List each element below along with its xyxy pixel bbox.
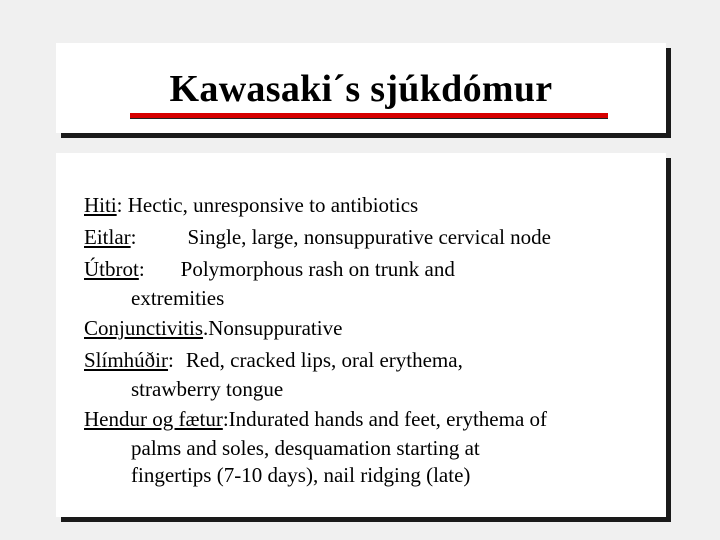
description-continued: extremities (131, 286, 225, 310)
term-conjunctivitis: Conjunctivitis (84, 316, 204, 340)
description: Indurated hands and feet, erythema of (228, 407, 548, 431)
list-item-hiti (84, 189, 654, 221)
term-eitlar: Eitlar (84, 225, 131, 249)
symptom-list (84, 189, 654, 489)
separator: : (222, 407, 229, 431)
separator: . (203, 316, 209, 340)
list-item-utbrot (84, 253, 654, 312)
title-panel (56, 43, 666, 133)
description: Single, large, nonsuppurative cervical node (187, 225, 552, 249)
term-hiti: Hiti (84, 193, 117, 217)
description-continued: fingertips (7-10 days), nail ridging (late) (131, 463, 471, 487)
term-slimhudir: Slímhúðir (84, 348, 169, 372)
list-item-hendur-og-faetur (84, 403, 654, 489)
title-underline (130, 113, 608, 119)
description: Nonsuppurative (208, 316, 343, 340)
description: Hectic, unresponsive to antibiotics (122, 193, 419, 217)
separator: : (138, 257, 145, 281)
slide-title: Kawasaki´s sjúkdómur (169, 68, 553, 110)
list-item-eitlar (84, 221, 654, 253)
list-item-conjunctivitis (84, 312, 654, 344)
description-continued: strawberry tongue (131, 377, 284, 401)
list-item-slimhudir (84, 344, 654, 403)
separator: : (168, 348, 174, 372)
separator: : (116, 193, 123, 217)
description: Polymorphous rash on trunk and (180, 257, 455, 281)
description-continued: palms and soles, desquamation starting at (131, 436, 480, 460)
content-panel (56, 153, 666, 517)
separator: : (130, 225, 137, 249)
term-hendur-og-faetur: Hendur og fætur (84, 407, 223, 431)
term-utbrot: Útbrot (84, 257, 139, 281)
description: Red, cracked lips, oral erythema, (185, 348, 463, 372)
